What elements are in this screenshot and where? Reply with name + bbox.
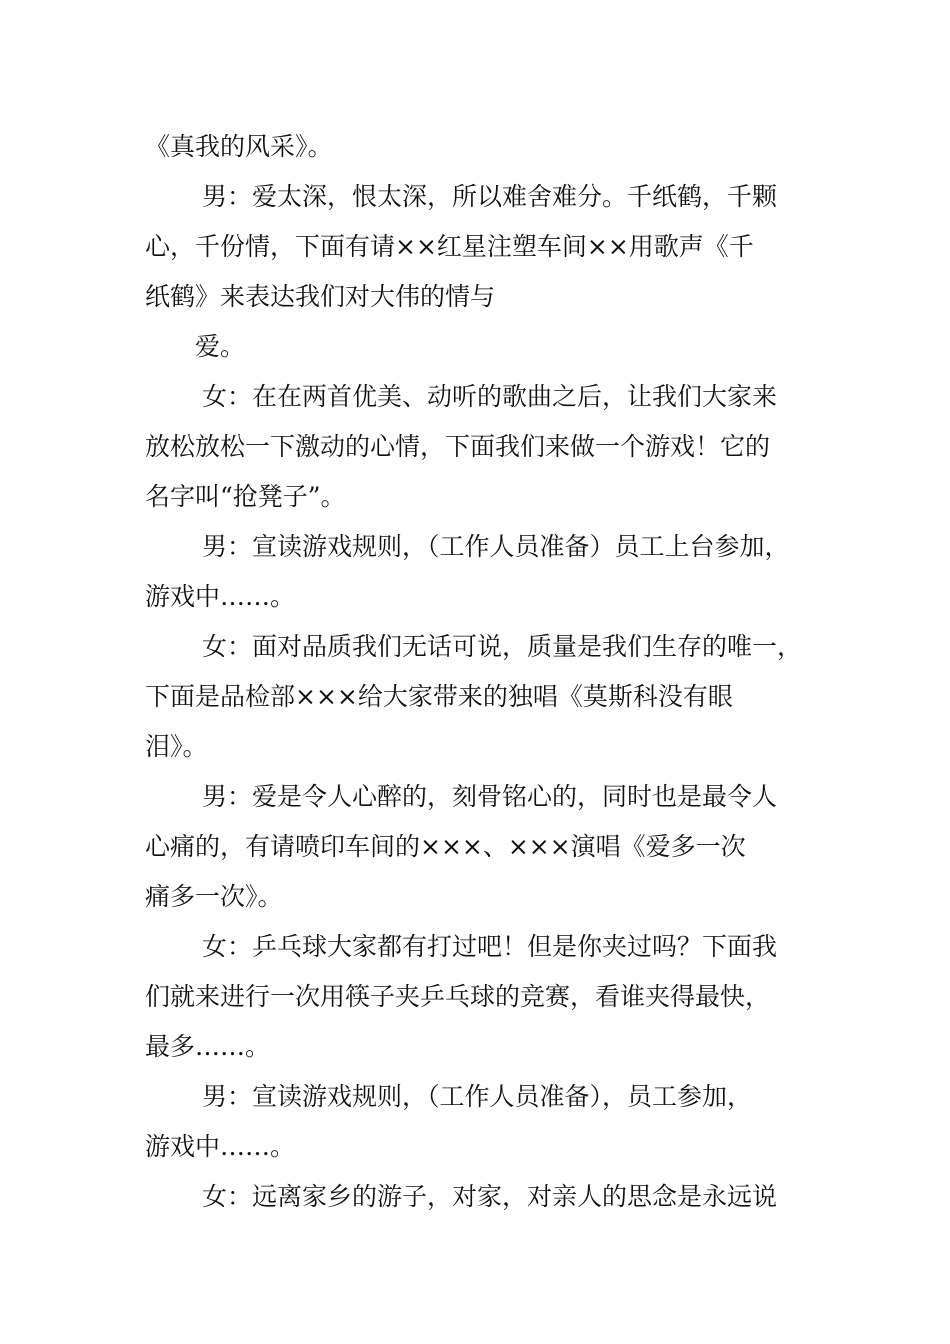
text-line: 最多……。 xyxy=(145,1032,271,1061)
text-line: 男：爱是令人心醉的，刻骨铭心的，同时也是最令人 xyxy=(202,782,778,811)
text-line: 游戏中……。 xyxy=(145,582,296,611)
text-line: 男：宣读游戏规则，（工作人员准备），员工参加， xyxy=(202,1082,753,1111)
text-line: 男：爱太深，恨太深，所以难舍难分。千纸鹤，千颗 xyxy=(202,182,778,211)
text-line: 《真我的风采》。 xyxy=(145,132,333,161)
text-line: 男：宣读游戏规则，（工作人员准备）员工上台参加， xyxy=(202,532,790,561)
text-line: 游戏中……。 xyxy=(145,1132,296,1161)
document-body xyxy=(145,122,815,1222)
text-line: 心痛的，有请喷印车间的×××、×××演唱《爱多一次 xyxy=(145,832,746,861)
text-line: 泪》。 xyxy=(145,732,208,761)
text-line: 痛多一次》。 xyxy=(145,882,283,911)
text-line: 女：乒乓球大家都有打过吧！但是你夹过吗？下面我 xyxy=(202,932,778,961)
text-line: 纸鹤》来表达我们对大伟的情与 xyxy=(145,282,496,311)
text-line: 女：在在两首优美、动听的歌曲之后，让我们大家来 xyxy=(202,382,778,411)
text-line: 放松放松一下激动的心情，下面我们来做一个游戏！它的 xyxy=(145,432,771,461)
text-line: 下面是品检部×××给大家带来的独唱《莫斯科没有眼 xyxy=(145,682,733,711)
text-line: 爱。 xyxy=(195,332,246,361)
text-line: 女：面对品质我们无话可说，质量是我们生存的唯一， xyxy=(202,632,803,661)
text-line: 们就来进行一次用筷子夹乒乓球的竞赛，看谁夹得最快， xyxy=(145,982,771,1011)
text-line: 名字叫“抢凳子”。 xyxy=(145,482,346,511)
text-line: 心，千份情，下面有请××红星注塑车间××用歌声《千 xyxy=(145,232,754,261)
text-line: 女：远离家乡的游子，对家，对亲人的思念是永远说 xyxy=(202,1182,778,1211)
